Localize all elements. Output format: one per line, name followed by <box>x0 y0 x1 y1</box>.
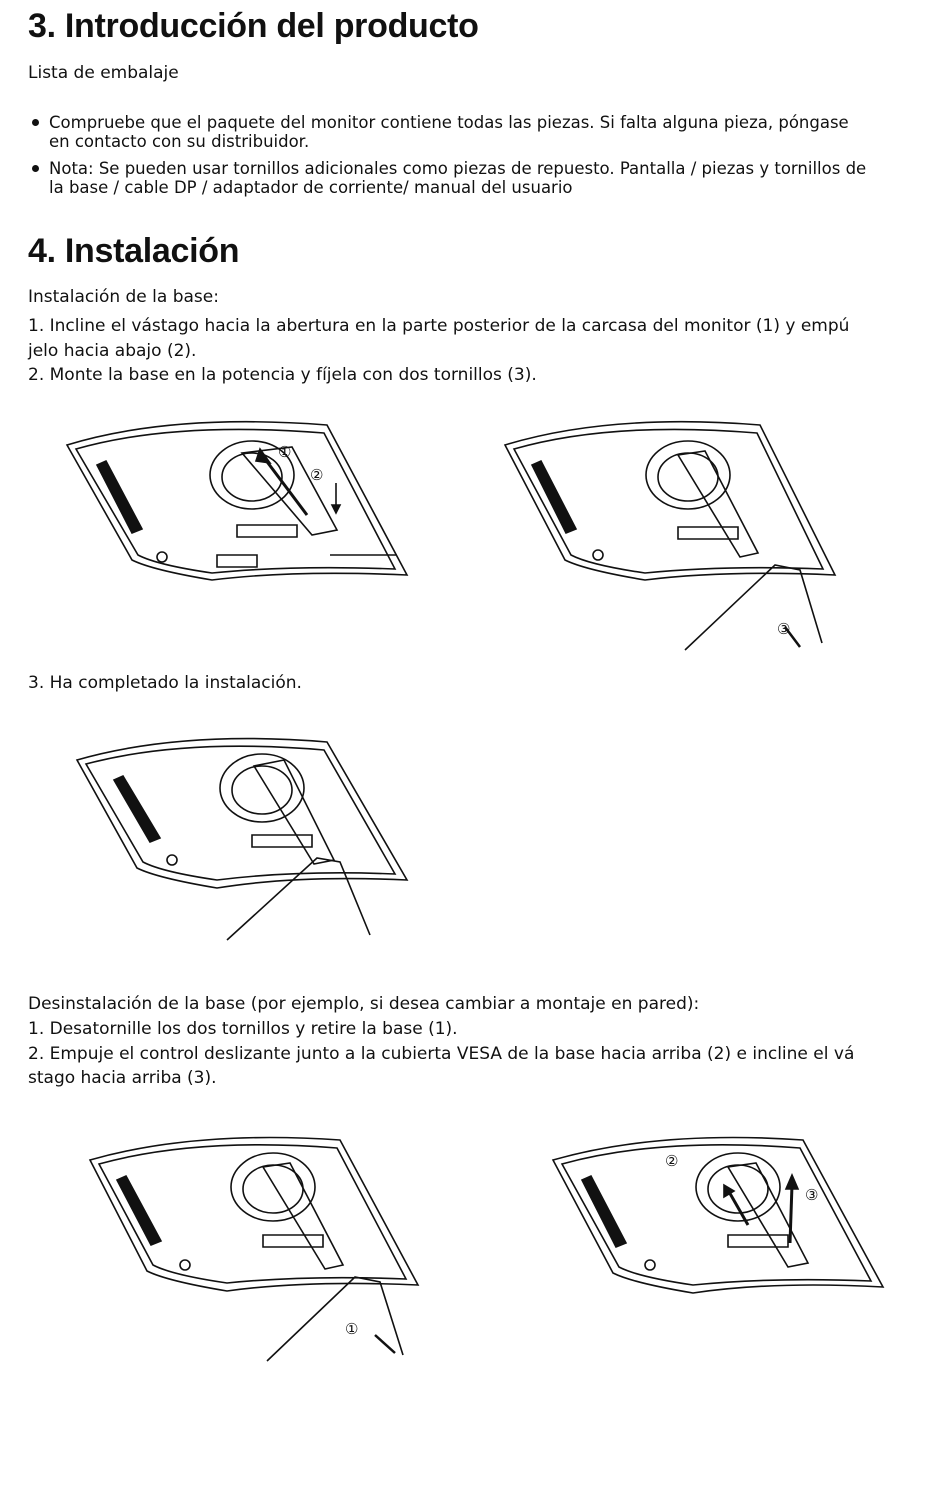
arrow-down-icon <box>375 1335 395 1353</box>
bullet-item-1 <box>32 113 942 151</box>
stand-neck-shape <box>263 1163 343 1269</box>
figure-installation-complete <box>72 730 412 945</box>
uninstall-step-2-cont: stago hacia arriba (3). <box>28 1068 217 1088</box>
figure-1-label-1: ① <box>278 443 292 461</box>
figure-4-label-1: ① <box>345 1320 359 1338</box>
bullet-line: Compruebe que el paquete del monitor contiene todas las piezas. Si falta alguna pieza, póngase <box>49 113 849 132</box>
bullet-dot-icon <box>32 119 39 126</box>
install-step-1: 1. Incline el vástago hacia la abertura en la parte posterior de la carcasa del monitor (1) y empú <box>28 316 850 336</box>
figure-remove-base <box>85 1125 420 1365</box>
bullet-line: Nota: Se pueden usar tornillos adicionales como piezas de repuesto. Pantalla / piezas y tornillos de <box>49 159 867 178</box>
stand-base-shape <box>685 565 822 650</box>
install-heading: Instalación de la base: <box>28 287 219 307</box>
figure-5-label-2: ② <box>665 1152 679 1170</box>
stand-neck-shape <box>678 451 758 557</box>
section-3-title: 3. Introducción del producto <box>28 7 479 45</box>
section-4-title: 4. Instalación <box>28 232 240 270</box>
figure-release-stand <box>548 1125 888 1305</box>
stand-neck-shape <box>728 1163 808 1267</box>
figure-1-label-2: ② <box>310 466 324 484</box>
figure-2-label-3: ③ <box>777 620 791 638</box>
bullet-item-2 <box>32 159 942 197</box>
arrow-up-icon <box>790 1185 792 1243</box>
uninstall-step-2: 2. Empuje el control deslizante junto a la cubierta VESA de la base hacia arriba (2) e incline el vá <box>28 1044 855 1064</box>
uninstall-heading: Desinstalación de la base (por ejemplo, si desea cambiar a montaje en pared): <box>28 994 700 1014</box>
monitor-back-illustration <box>77 739 407 888</box>
install-step-1-cont: jelo hacia abajo (2). <box>28 341 197 361</box>
figure-5-label-3: ③ <box>805 1186 819 1204</box>
bullet-dot-icon <box>32 165 39 172</box>
arrow-head-icon <box>332 505 340 513</box>
monitor-back-illustration <box>90 1138 418 1292</box>
install-step-2: 2. Monte la base en la potencia y fíjela con dos tornillos (3). <box>28 365 537 385</box>
figure-insert-stand <box>62 405 412 585</box>
stand-base-shape <box>267 1277 403 1361</box>
stand-base-shape <box>227 858 370 940</box>
bullet-line: en contacto con su distribuidor. <box>49 132 310 151</box>
packing-list-subtitle: Lista de embalaje <box>28 63 179 83</box>
uninstall-step-1: 1. Desatornille los dos tornillos y retire la base (1). <box>28 1019 458 1039</box>
monitor-back-illustration <box>67 422 407 580</box>
monitor-back-illustration <box>553 1138 883 1294</box>
monitor-back-illustration <box>505 422 835 580</box>
bullet-line: la base / cable DP / adaptador de corriente/ manual del usuario <box>49 178 573 197</box>
install-step-3: 3. Ha completado la instalación. <box>28 673 302 693</box>
stand-neck-shape <box>254 760 334 864</box>
arrow-head-icon <box>786 1175 798 1189</box>
